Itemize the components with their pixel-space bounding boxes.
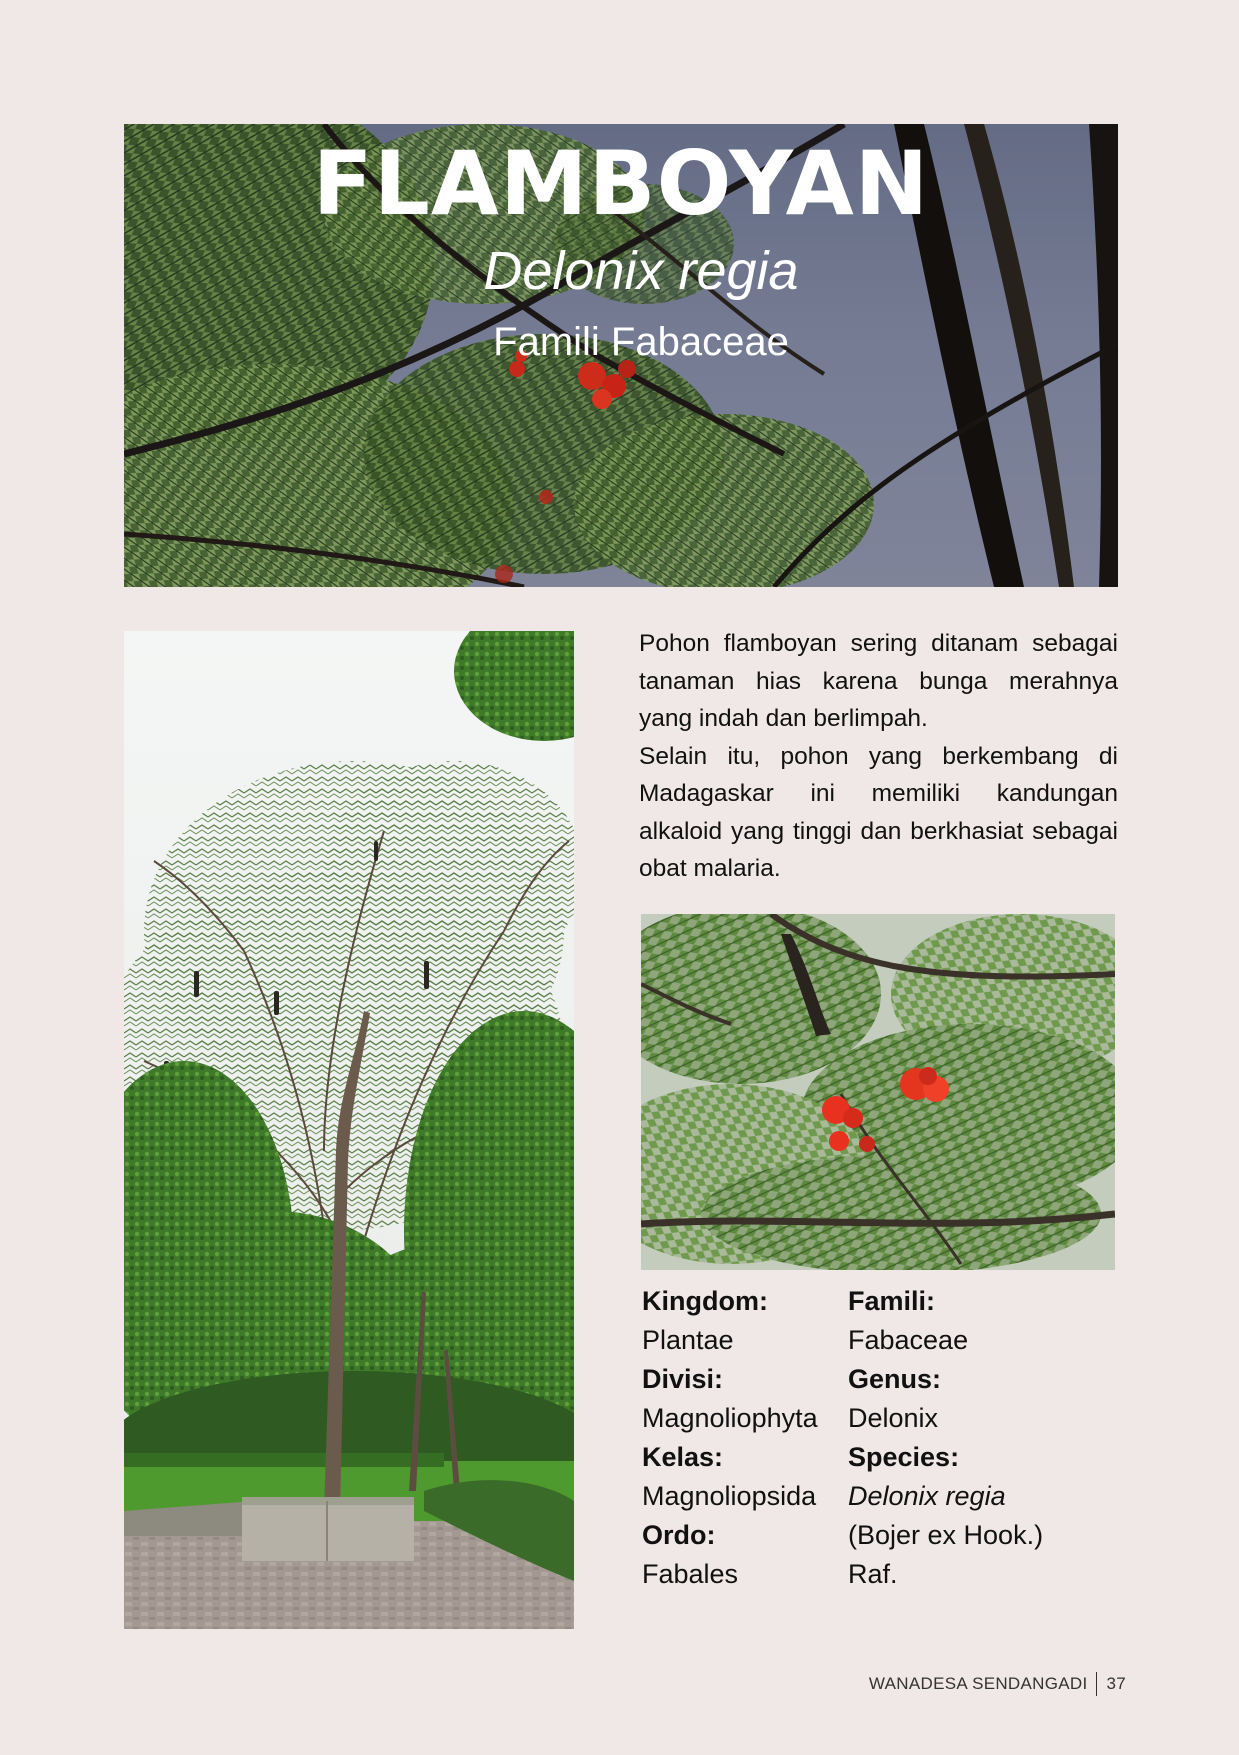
taxonomy-label-famili: Famili: [848,1286,936,1316]
taxonomy-species-author: (Bojer ex Hook.) [848,1520,1044,1550]
description-paragraph: Selain itu, pohon yang berkembang di Madagaskar ini memiliki kandungan alkaloid yang tinggi dan berkhasiat sebagai obat malaria. [639,742,1118,882]
taxonomy-value-divisi: Magnoliophyta [642,1403,818,1433]
taxonomy-label-ordo: Ordo: [642,1520,716,1550]
taxonomy-value-famili: Fabaceae [848,1325,969,1355]
publication-name: WANADESA SENDANGADI [868,1674,1088,1693]
taxonomy-column-2 [848,1282,1043,1594]
taxonomy-label-divisi: Divisi: [642,1364,724,1394]
taxonomy-label-species: Species: [848,1442,960,1472]
footer-divider [1096,1672,1097,1696]
description [639,625,1118,888]
taxonomy-value-genus: Delonix [848,1403,939,1433]
page-title: FLAMBOYAN [312,132,930,235]
scientific-name: Delonix regia [483,241,799,301]
hero-banner [124,124,1118,587]
flower-closeup-illustration [641,914,1115,1270]
page-number: 37 [1106,1674,1126,1693]
flower-photo [641,914,1115,1270]
description-paragraph: Pohon flamboyan sering ditanam sebagai tanaman hias karena bunga merahnya yang indah dan berlimpah. [639,630,1118,732]
tree-photo-illustration [124,631,574,1629]
taxonomy-label-kingdom: Kingdom: [642,1286,768,1316]
taxonomy-value-kelas: Magnoliopsida [642,1481,817,1511]
taxonomy-species-author: Raf. [848,1559,898,1589]
taxonomy-label-genus: Genus: [848,1364,942,1394]
tree-photo [124,631,574,1629]
taxonomy-label-kelas: Kelas: [642,1442,724,1472]
taxonomy-value-kingdom: Plantae [642,1325,734,1355]
family-subtitle: Famili Fabaceae [493,320,789,364]
taxonomy-value-species: Delonix regia [848,1481,1006,1511]
taxonomy-column-1 [642,1282,818,1594]
page-footer [869,1672,1126,1696]
taxonomy-value-ordo: Fabales [642,1559,739,1589]
